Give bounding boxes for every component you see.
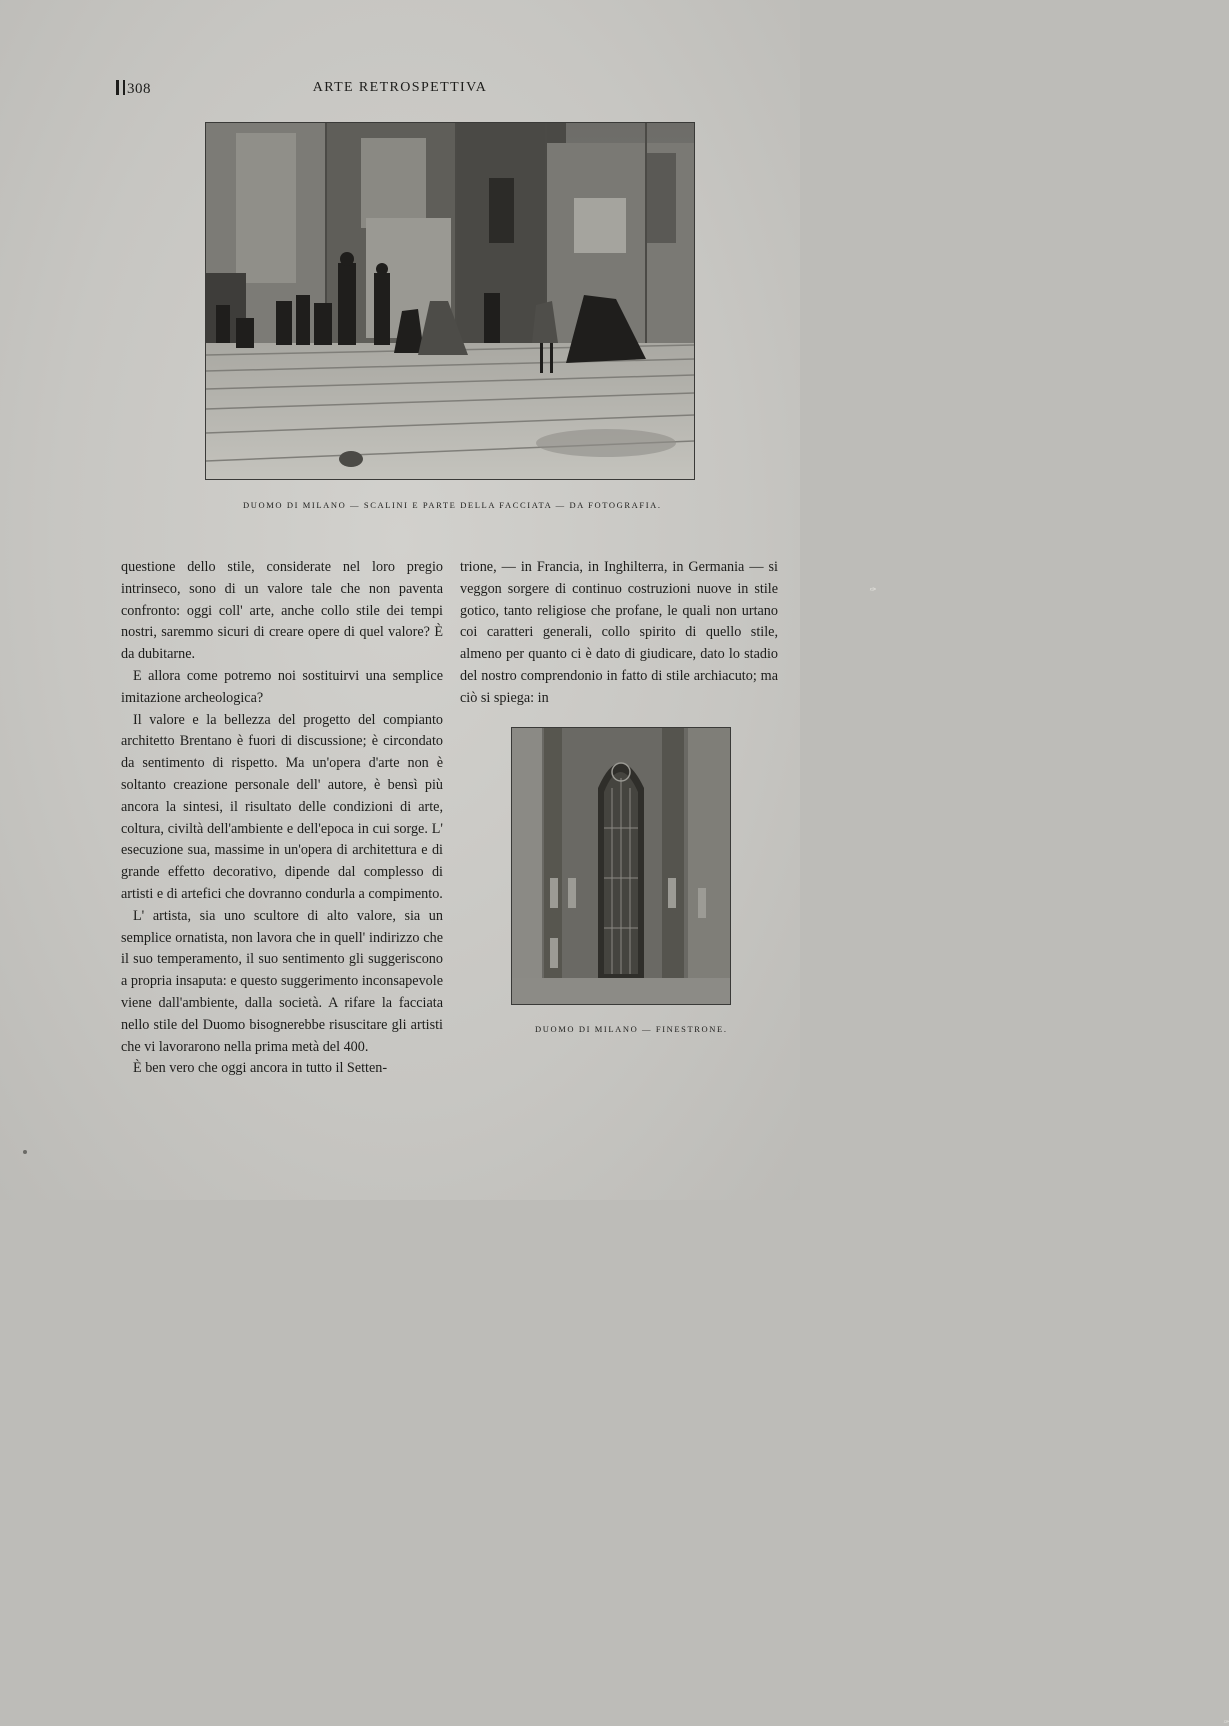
figure-caption-window: DUOMO DI MILANO — FINESTRONE. — [535, 1024, 728, 1034]
text-column-right — [460, 557, 778, 710]
paragraph: È ben vero che oggi ancora in tutto il Setten- — [133, 1060, 388, 1077]
paragraph: trione, — in Francia, in Inghilterra, in Germania — si veggon sorgere di continuo costruzioni nuove in stile gotico, tanto religiose che profane, le quali non urtano coi caratteri generali, collo spirito di quello stile, almeno per quanto ci è dato di giudicare, dato lo stadio del nostro comprendonio in fatto di stile archiacuto; ma ciò si spiega: in — [460, 559, 778, 706]
paper-speck — [23, 1150, 27, 1154]
page-number-text: 308 — [127, 81, 151, 97]
photo-signature: ✑ — [869, 585, 876, 594]
running-head: ARTE RETROSPETTIVA — [312, 80, 488, 95]
text-column-left — [121, 557, 443, 1080]
paragraph: questione dello stile, considerate nel loro pregio intrinseco, sono di un valore tale che non paventa confronto: oggi coll' arte, anche collo stile dei tempi nostri, saremmo sicuri di creare opere di quel valore? È da dubitarne. — [121, 559, 443, 663]
paragraph: Il valore e la bellezza del progetto del compianto architetto Brentano è fuori di discussione; è circondato da sentimento di rispetto. Ma un'opera d'arte non è soltanto creazione personale dell' autore, è bensì più ancora la sintesi, il risultato delle condizioni di arte, coltura, civiltà dell'ambiente e dell'epoca in cui sorge. L' esecuzione sua, massime in un'opera di architettura e di grande effetto decorativo, dipende dal complesso di artisti e di artefici che dovranno condurla a compimento. — [121, 711, 443, 902]
paragraph: L' artista, sia uno scultore di alto valore, sia un semplice ornatista, non lavora che in quell' indirizzo che il suo temperamento, il suo sentimento gli suggeriscono a propria insaputa: e questo suggerimento inconsapevole viene dall'ambiente, dalla società. A rifare la facciata nello stile del Duomo bisognerebbe risuscitare gli artisti che vi lavorarono nella prima metà del 400. — [121, 907, 443, 1055]
figure-caption-steps: DUOMO DI MILANO — SCALINI E PARTE DELLA FACCIATA — DA FOTOGRAFIA. — [243, 500, 662, 510]
paragraph: E allora come potremo noi sostituirvi una semplice imitazione archeologica? — [121, 667, 443, 706]
photo-signature: ✑ — [1223, 1718, 1229, 1726]
